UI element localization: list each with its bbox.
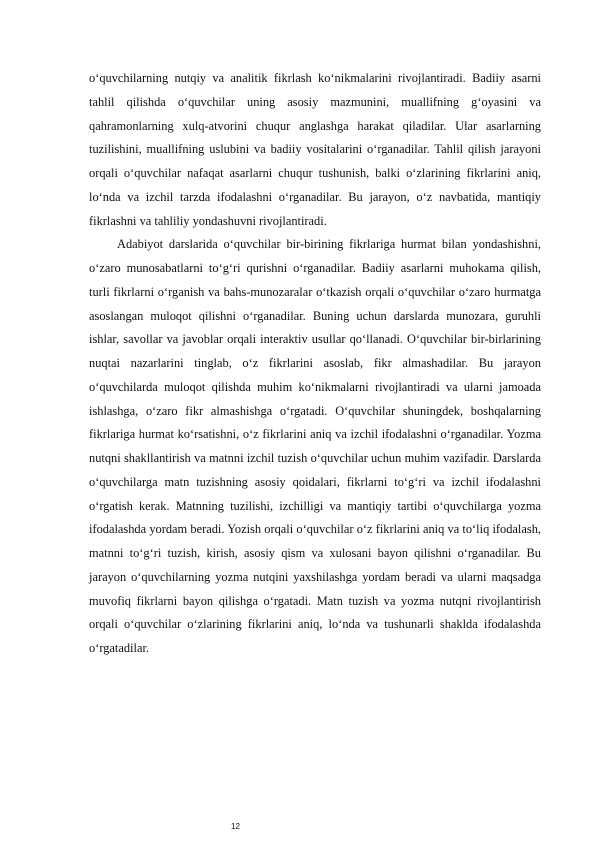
page-body bbox=[89, 67, 541, 661]
paragraph-2: Adabiyot darslarida o‘quvchilar bir-birining fikrlariga hurmat bilan yondashishni, o‘zaro munosabatlarni to‘g‘ri qurishni o‘rganadilar. Badiiy asarlarni muhokama qilish, turli fikrlarni o‘rganish va bahs-munozaralar o‘tkazish orqali o‘quvchilar o‘zaro hurmatga asoslangan muloqot qilishni o‘rganadilar. Buning uchun darslarda munozara, guruhli ishlar, savollar va javoblar orqali interaktiv usullar qo‘llanadi. O‘quvchilar bir-birlarining nuqtai nazarlarini tinglab, o‘z fikrlarini asoslab, fikr almashadilar. Bu jarayon o‘quvchilarda muloqot qilishda muhim ko‘nikmalarni rivojlantiradi va ularni jamoada ishlashga, o‘zaro fikr almashishga o‘rgatadi. O‘quvchilar shuningdek, boshqalarning fikrlariga hurmat ko‘rsatishni, o‘z fikrlarini aniq va izchil ifodalashni o‘rganadilar. Yozma nutqni shakllantirish va matnni izchil tuzish o‘quvchilar uchun muhim vazifadir. Darslarda o‘quvchilarga matn tuzishning asosiy qoidalari, fikrlarni to‘g‘ri va izchil ifodalashni o‘rgatish kerak. Matnning tuzilishi, izchilligi va mantiqiy tartibi o‘quvchilarga yozma ifodalashda yordam beradi. Yozish orqali o‘quvchilar o‘z fikrlarini aniq va to‘liq ifodalash, matnni to‘g‘ri tuzish, kirish, asosiy qism va xulosani bayon qilishni o‘rganadilar. Bu jarayon o‘quvchilarning yozma nutqini yaxshilashga yordam beradi va ularni maqsadga muvofiq fikrlarni bayon qilishga o‘rgatadi. Matn tuzish va yozma nutqni rivojlantirish orqali o‘quvchilar o‘zlarining fikrlarini aniq, lo‘nda va tushunarli shaklda ifodalashda o‘rgatadilar. bbox=[89, 237, 541, 655]
paragraph-1: o‘quvchilarning nutqiy va analitik fikrlash ko‘nikmalarini rivojlantiradi. Badiiy asarni tahlil qilishda o‘quvchilar uning asosiy mazmunini, muallifning g‘oyasini va qahramonlarning xulq-atvorini chuqur anglashga harakat qiladilar. Ular asarlarning tuzilishini, muallifning uslubini va badiiy vositalarini o‘rganadilar. Tahlil qilish jarayoni orqali o‘quvchilar nafaqat asarlarni chuqur tushunish, balki o‘zlarining fikrlarini aniq, lo‘nda va izchil tarzda ifodalashni o‘rganadilar. Bu jarayon, o‘z navbatida, mantiqiy fikrlashni va tahliliy yondashuvni rivojlantiradi. bbox=[89, 71, 541, 228]
page-number-text: 12 bbox=[231, 822, 240, 831]
page-number bbox=[0, 822, 595, 832]
